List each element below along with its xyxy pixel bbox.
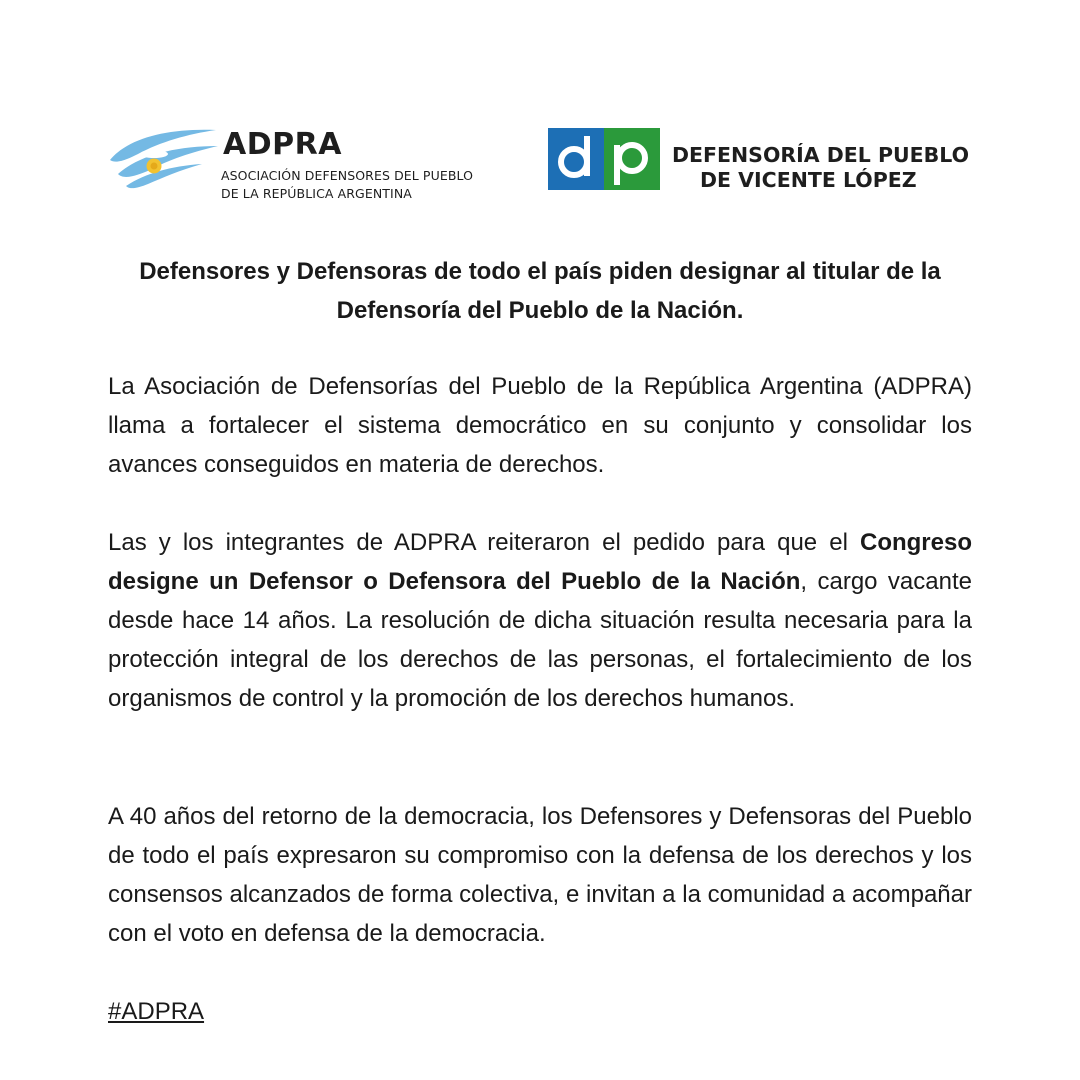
adpra-logo	[108, 122, 488, 204]
adpra-subtitle-line2: DE LA REPÚBLICA ARGENTINA	[221, 186, 412, 201]
paragraph-3: A 40 años del retorno de la democracia, los Defensores y Defensoras del Pueblo de todo el país expresaron su compromiso con la defensa de los derechos y los consensos alcanzados de forma colectiva, e invitan a la comunidad a acompañar con el voto en defensa de la democracia.	[108, 803, 972, 947]
adpra-title: ADPRA	[223, 127, 342, 162]
vicente-lopez-line2: DE VICENTE LÓPEZ	[700, 168, 917, 192]
paragraph-2-intro: Las y los integrantes de ADPRA reiteraron el pedido para que el	[108, 529, 860, 556]
adpra-emblem-icon	[108, 124, 220, 190]
vicente-lopez-logo	[548, 128, 978, 192]
vicente-lopez-line1: DEFENSORÍA DEL PUEBLO	[672, 143, 970, 167]
paragraph-1: La Asociación de Defensorías del Pueblo de la República Argentina (ADPRA) llama a fortalecer el sistema democrático en su conjunto y consolidar los avances conseguidos en materia de derechos.	[108, 373, 972, 478]
dp-emblem-icon	[548, 128, 660, 190]
hashtag-link[interactable]: #ADPRA	[108, 998, 205, 1025]
headline: Defensores y Defensoras de todo el país piden designar al titular de la Defensoría del Pueblo de la Nación.	[139, 258, 941, 324]
paragraph-2-bold: Congreso designe un Defensor o Defensora del Pueblo de la Nación	[108, 529, 972, 595]
adpra-subtitle-line1: ASOCIACIÓN DEFENSORES DEL PUEBLO	[221, 168, 474, 183]
paragraph-2	[108, 523, 972, 718]
paragraph-2-rest: , cargo vacante desde hace 14 años. La resolución de dicha situación resulta necesaria para la protección integral de los derechos de las personas, el fortalecimiento de los organismos de control y la promoción de los derechos humanos.	[108, 568, 972, 712]
